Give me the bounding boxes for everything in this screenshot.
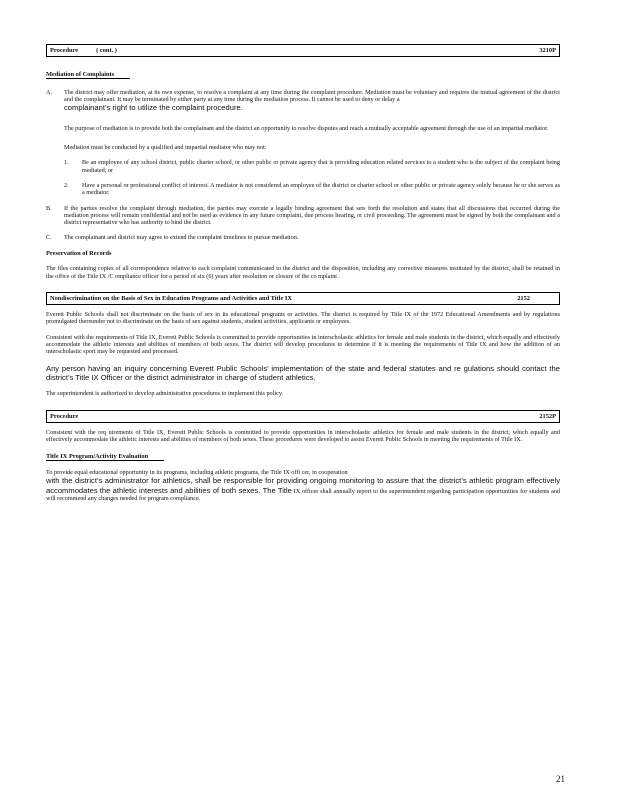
section-header-2152p (46, 410, 560, 423)
nondiscrimination-p1: Everett Public Schools shall not discriminate on the basis of sex in its educational programs or activities. The district is required by Title IX of the 1972 Educational Amendments and by regulations promulgated thereunder not to discriminate on the basis of sex against students, student activities, applicants or employees. (46, 310, 560, 326)
header-label: Procedure (50, 412, 79, 420)
evaluation-heading: Title IX Program/Activity Evaluation (46, 453, 560, 461)
header-code: 2152P (539, 412, 556, 420)
mediator-item-2: 2. Have a personal or professional conflict of interest. A mediator is not considered an employee of the district or charter school or other public or private agency solely because he or she serves as a mediator. (64, 181, 560, 197)
section-header-2152 (46, 292, 560, 305)
mediation-a-text: The district may offer mediation, at its own expense, to resolve a complaint at any time during the complaint procedure. Mediation must be voluntary and requires the mutual agreement of the district and the complainant. It may be terminated by either party at any time during the mediation process. It cannot be used to deny or delay a (64, 88, 560, 103)
page-number: 21 (556, 774, 565, 784)
records-heading: Preservation of Records (46, 249, 112, 257)
header-label: Nondiscrimination on the Basis of Sex in Education Programs and Activities and Title IX (50, 294, 292, 302)
header-code: 3210P (539, 46, 556, 54)
header-code: 2152 (517, 294, 530, 302)
header-label: Procedure (50, 46, 79, 54)
nondiscrimination-p2: Consistent with the requirements of Title IX, Everett Public Schools is committed to provide opportunities in interscholastic athletics for female and male students in the district, which equally and effectively accommodate the athletic interests and abilities of members of both sexes. The district will develop procedures to determine if it is meeting the requirements of Title IX and how the addition of an interscholastic sport may be requested and processed. (46, 333, 560, 356)
mediation-conducted: Mediation must be conducted by a qualified and impartial mediator who may not: (64, 143, 267, 151)
mediation-a-big: complainant’s right to utilize the complaint procedure. (64, 103, 243, 113)
section-header-3210p (46, 44, 560, 57)
mediator-item-1: 1. Be an employee of any school district, public charter school, or other public or private agency that is providing education related services to a student who is the subject of the complaint being mediated; or (64, 159, 560, 174)
mediation-purpose: The purpose of mediation is to provide both the complainant and the district an opportunity to resolve disputes and reach a mutually acceptable agreement through the use of an impartial mediator. (64, 124, 549, 132)
procedure-p1: Consistent with the req uirements of Title IX, Everett Public Schools is committed to provide opportunities in interscholastic athletics for female and male students in the district, which equally and effectively accommodate the athletic interests and abilities of members of both sexes. These procedures were developed to assist Everett Public Schools in meeting the requirements of Title IX. (46, 428, 560, 444)
mediation-heading: Mediation of Complaints (46, 71, 560, 79)
header-cont: ( cont. ) (96, 46, 117, 54)
document-page (46, 44, 560, 511)
records-text: The files containing copies of all correspondence relative to each complaint communicated to the district and the disposition, including any corrective measures instituted by the district, shall be retained in the office of the Title IX /C ompliance officer for a period of six (6) years after resolution or closure of the co mplaint . (46, 265, 560, 280)
mediation-item-a: A. The district may offer mediation, at its own expense, to resolve a complaint at any time during the complaint procedure. Mediation must be voluntary and requires the mutual agreement of the district and the complainant. It may be terminated by either party at any time during the mediation process. It cannot be used to deny or delay a complainant’s right to utilize the complaint procedure. (46, 88, 560, 113)
nondiscrimination-p3: The superintendent is authorized to develop administrative procedures to implement this policy. (46, 390, 284, 398)
mediation-item-c: C. The complainant and district may agree to extend the complaint timelines to pursue mediation. (46, 234, 299, 242)
procedure-p2: To provide equal educational opportunity in its programs, including athletic programs, the Title IX offi cer, in cooperation with the district’s administrator for athletics, shall be responsible for providing ongoing monitoring to assure that the district’s athletic program effectively accommodates the athletic interests and abilities of both sexes. The Title IX officer shall annually report to the superintendent regarding participation opportunities for students and will recommend any changes needed for program compliance. (46, 468, 561, 503)
mediation-item-b: B. If the parties resolve the complaint through mediation, the parties may execute a legally binding agreement that sets forth the resolution and states that all discussions that occurred during the mediation process will remain confidential and not be used as evidence in any future complaint, due process hearing, or civil proceeding. The agreement must be signed by both the complainant and a district representative who has authority to bind the district. (46, 204, 560, 227)
nondiscrimination-inquiry: Any person having an inquiry concerning Everett Public Schools’ implementation of the state and federal statutes and re gulations should contact the district’s Title IX Officer or the district administrator in charge of student athletics. (46, 363, 560, 382)
